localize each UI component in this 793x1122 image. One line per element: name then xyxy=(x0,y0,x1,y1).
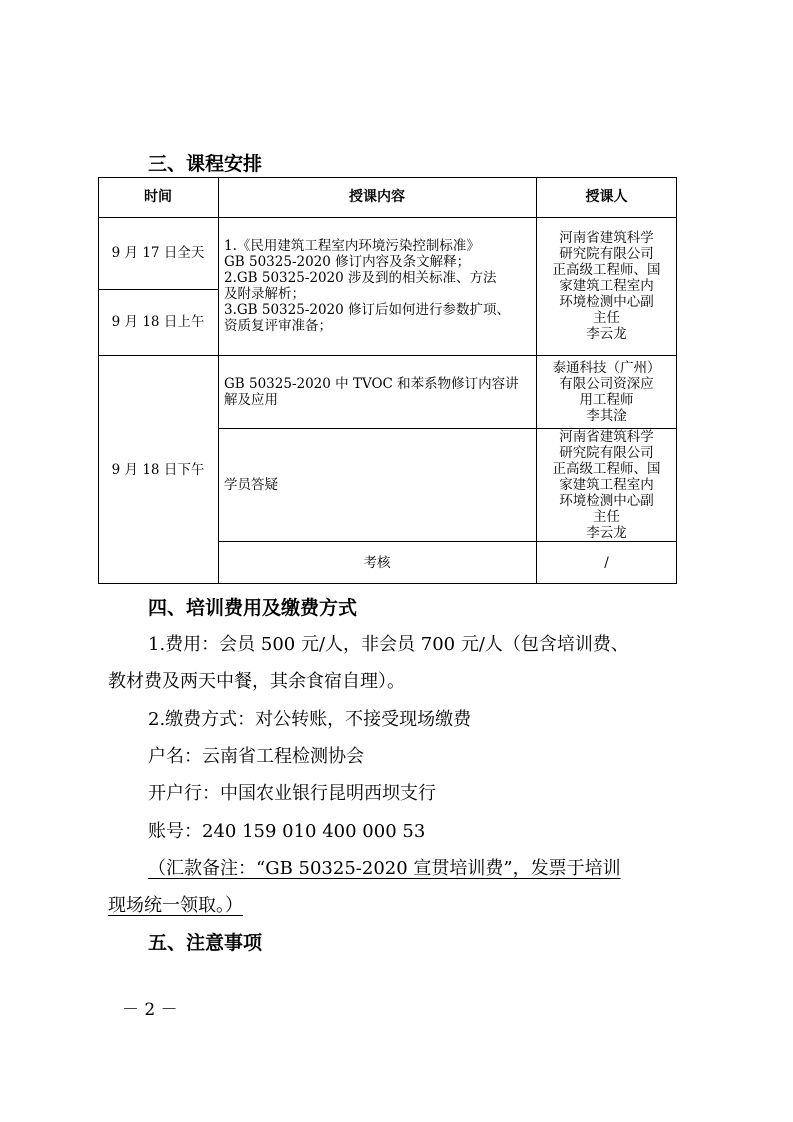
content-line: 解及应用 xyxy=(224,391,278,408)
content-line: 资质复评审准备； xyxy=(224,318,332,334)
lecturer-line: 家建筑工程室内 xyxy=(559,278,654,294)
account-number: 账号：240 159 010 400 000 53 xyxy=(148,821,426,842)
time-sept18-am: 9 月 18 日上午 xyxy=(111,314,205,330)
lecturer-line: 正高级工程师、国 xyxy=(552,262,661,278)
content-cell-exam: 考核 xyxy=(363,554,391,571)
header-lecturer: 授课人 xyxy=(585,189,628,205)
header-time: 时间 xyxy=(144,189,172,205)
lecturer-line: 主任 xyxy=(593,508,620,525)
lecturer-line: 有限公司资深应 xyxy=(559,375,654,392)
lecturer-line: 李云龙 xyxy=(586,524,627,541)
lecturer-cell-3 xyxy=(536,428,677,541)
section-title-notes: 五、注意事项 xyxy=(148,932,263,954)
lecturer-line: 正高级工程师、国 xyxy=(552,460,661,477)
section-title-fees: 四、培训费用及缴费方式 xyxy=(148,597,358,619)
content-line: GB 50325-2020 修订内容及条文解释； xyxy=(224,254,471,270)
content-line: 及附录解析； xyxy=(224,286,305,302)
lecturer-line: 家建筑工程室内 xyxy=(559,476,654,493)
lecturer-line: 用工程师 xyxy=(579,391,634,408)
lecturer-line: 研究院有限公司 xyxy=(559,444,654,461)
lecturer-line: 河南省建筑科学 xyxy=(559,428,654,445)
section-title-course: 三、课程安排 xyxy=(148,153,263,175)
header-content: 授课内容 xyxy=(349,189,405,205)
content-line: 3.GB 50325-2020 修订后如何进行参数扩项、 xyxy=(224,302,511,318)
remittance-remark-line-2: 现场统一领取。） xyxy=(108,895,243,916)
fee-line-1: 1.费用：会员 500 元/人，非会员 700 元/人（包含培训费、 xyxy=(148,634,629,655)
content-line: 1.《民用建筑工程室内环境污染控制标准》 xyxy=(224,238,480,254)
time-sept18-pm: 9 月 18 日下午 xyxy=(111,461,205,478)
lecturer-line: 泰通科技（广州） xyxy=(552,359,661,376)
lecturer-line: 河南省建筑科学 xyxy=(559,230,654,246)
fee-line-2: 教材费及两天中餐，其余食宿自理）。 xyxy=(108,671,405,692)
lecturer-line: 主任 xyxy=(593,310,620,326)
time-sept17-full: 9 月 17 日全天 xyxy=(111,245,205,261)
content-cell-qa: 学员答疑 xyxy=(224,476,278,493)
content-line: 2.GB 50325-2020 涉及到的相关标准、方法 xyxy=(224,270,497,286)
lecturer-line: 研究院有限公司 xyxy=(559,246,654,262)
lecturer-cell-1 xyxy=(536,217,677,355)
account-name: 户名：云南省工程检测协会 xyxy=(148,746,364,767)
bank-name: 开户行：中国农业银行昆明西坝支行 xyxy=(148,783,436,804)
payment-method: 2.缴费方式：对公转账，不接受现场缴费 xyxy=(148,709,472,730)
remittance-remark-line-1: （汇款备注：“GB 50325-2020 宣贯培训费”，发票于培训 xyxy=(148,858,621,879)
content-cell-tvoc xyxy=(218,355,536,428)
page-number: － 2 － xyxy=(122,1000,178,1020)
lecturer-line: 环境检测中心副 xyxy=(559,294,654,310)
lecturer-cell-2 xyxy=(536,355,677,428)
lecturer-line: 李其淦 xyxy=(586,407,627,424)
content-line: GB 50325-2020 中 TVOC 和苯系物修订内容讲 xyxy=(224,375,519,392)
lecturer-cell-4: / xyxy=(604,554,609,571)
lecturer-line: 环境检测中心副 xyxy=(559,492,654,509)
content-cell-standard xyxy=(218,217,536,355)
lecturer-line: 李云龙 xyxy=(586,326,627,342)
